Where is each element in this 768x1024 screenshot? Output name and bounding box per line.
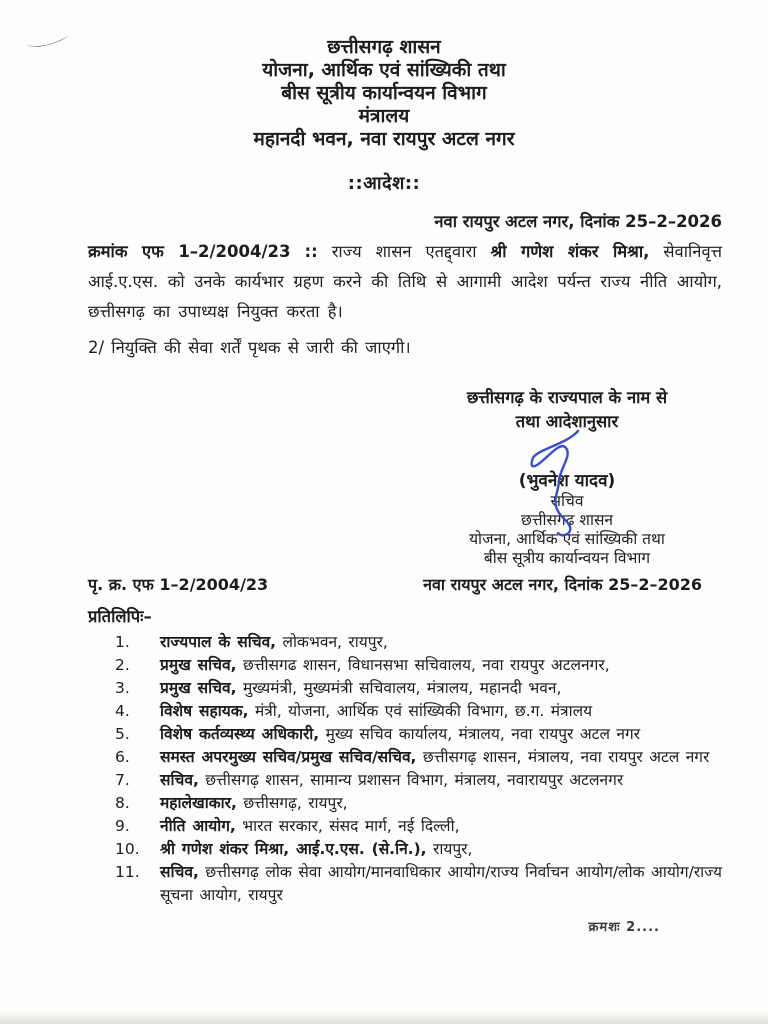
pen-stroke-mark [26, 30, 72, 50]
order-title: ::आदेश:: [347, 173, 421, 194]
item-number: 6. [115, 748, 130, 766]
signature-block [412, 386, 722, 568]
order-paragraph [88, 237, 722, 327]
item-text: प्रमुख सचिव, मुख्यमंत्री, मुख्यमंत्री सचिवालय, मंत्रालय, महानदी भवन, [160, 679, 562, 697]
letterhead-line-5: महानदी भवन, नवा रायपुर अटल नगर [253, 128, 515, 150]
clause-2: 2/ नियुक्ति की सेवा शर्तें पृथक से जारी की जाएगी। [88, 338, 411, 357]
item-text: श्री गणेश शंकर मिश्रा, आई.ए.एस. (से.नि.), रायपुर, [160, 840, 473, 858]
paragraph-text-pre: राज्य शासन एतद्द्वारा [331, 242, 477, 261]
item-number: 7. [115, 771, 130, 789]
item-text: महालेखाकार, छत्तीसगढ़, रायपुर, [160, 794, 348, 812]
paragraph-text-rest: सेवानिवृत्त आई.ए.एस. को उनके कार्यभार ग्रहण करने की तिथि से आगामी आदेश पर्यन्त राज्य नीति आयोग, छत्तीसगढ़ का उपाध्यक्ष नियुक्त करता है। [88, 242, 723, 321]
list-item [115, 769, 722, 792]
letterhead-line-1: छत्तीसगढ़ शासन [327, 36, 441, 58]
list-item [115, 861, 722, 907]
item-text: सचिव, छत्तीसगढ़ शासन, सामान्य प्रशासन विभाग, मंत्रालय, नवारायपुर अटलनगर [160, 771, 624, 789]
list-item [115, 631, 722, 654]
letterhead-line-3: बीस सूत्रीय कार्यान्वयन विभाग [281, 82, 487, 104]
item-number: 11. [115, 863, 140, 881]
list-item [115, 723, 722, 746]
signatory-designation: सचिव [550, 492, 584, 510]
signatory-org-1: छत्तीसगढ़ शासन [520, 511, 614, 529]
list-item [115, 654, 722, 677]
dateline-top: नवा रायपुर अटल नगर, दिनांक 25–2–2026 [434, 212, 722, 231]
list-item [115, 838, 722, 861]
appointee-name: श्री गणेश शंकर मिश्रा, [490, 242, 650, 261]
endorsement-dateline: नवा रायपुर अटल नगर, दिनांक 25–2–2026 [423, 575, 702, 594]
signatory-org-2: योजना, आर्थिक एवं सांख्यिकी तथा [469, 530, 665, 548]
letterhead [0, 0, 768, 151]
item-text: राज्यपाल के सचिव, लोकभवन, रायपुर, [160, 633, 388, 651]
item-number: 9. [115, 817, 130, 835]
letterhead-line-4: मंत्रालय [358, 105, 410, 127]
signatory-org-3: बीस सूत्रीय कार्यान्वयन विभाग [483, 549, 651, 567]
item-number: 5. [115, 725, 130, 743]
endorsement-row [88, 573, 722, 595]
item-number: 10. [115, 840, 140, 858]
list-item [115, 677, 722, 700]
item-text: विशेष सहायक, मंत्री, योजना, आर्थिक एवं सांख्यिकी विभाग, छ.ग. मंत्रालय [160, 702, 593, 720]
authority-line-1: छत्तीसगढ़ के राज्यपाल के नाम से [466, 388, 668, 407]
authority-line-2: तथा आदेशानुसार [515, 412, 619, 431]
item-number: 8. [115, 794, 130, 812]
signatory-name: (भुवनेश यादव) [518, 471, 616, 491]
list-item [115, 792, 722, 815]
list-item [115, 746, 722, 769]
separator-colons: :: [304, 242, 318, 261]
continuation-note: क्रमशः 2.... [588, 920, 660, 935]
document-body [0, 209, 768, 935]
item-number: 4. [115, 702, 130, 720]
letterhead-line-2: योजना, आर्थिक एवं सांख्यिकी तथा [262, 59, 506, 81]
item-text: समस्त अपरमुख्य सचिव/प्रमुख सचिव/सचिव, छत्तीसगढ़ शासन, मंत्रालय, नवा रायपुर अटल नगर [160, 748, 710, 766]
item-text: सचिव, छत्तीसगढ़ लोक सेवा आयोग/मानवाधिकार आयोग/राज्य निर्वाचन आयोग/लोक आयोग/राज्य सूचना आयोग, रायपुर [160, 863, 722, 904]
reference-number: क्रमांक एफ 1–2/2004/23 [88, 242, 291, 261]
list-item [115, 815, 722, 838]
endorsement-reference: पृ. क्र. एफ 1–2/2004/23 [88, 575, 269, 594]
copies-label: प्रतिलिपिः– [88, 607, 152, 626]
item-text: प्रमुख सचिव, छत्तीसगढ शासन, विधानसभा सचिवालय, नवा रायपुर अटलनगर, [160, 656, 610, 674]
item-number: 3. [115, 679, 130, 697]
item-text: नीति आयोग, भारत सरकार, संसद मार्ग, नई दिल्ली, [160, 817, 460, 835]
item-text: विशेष कर्तव्यस्थ्य अधिकारी, मुख्य सचिव कार्यालय, मंत्रालय, नवा रायपुर अटल नगर [160, 725, 641, 743]
list-item [115, 700, 722, 723]
item-number: 2. [115, 656, 130, 674]
item-number: 1. [115, 633, 130, 651]
copy-list [115, 631, 722, 907]
